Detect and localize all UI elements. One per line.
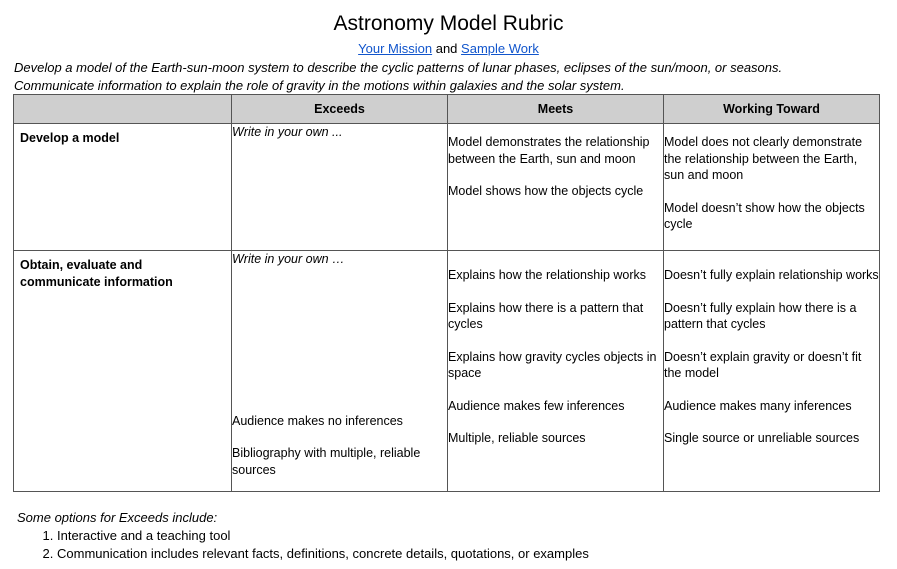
links-and-text: and: [435, 41, 458, 56]
sample-work-link[interactable]: Sample Work: [461, 41, 539, 56]
links-line: [0, 40, 897, 58]
meets-item: Explains how the relationship works: [448, 268, 647, 282]
header-meets: Meets: [448, 95, 664, 124]
header-working-toward: Working Toward: [664, 95, 880, 124]
row-develop-model: [14, 124, 880, 251]
note-list-item: 2. Communication includes relevant facts, definitions, concrete details, quotations, or examples: [57, 545, 589, 563]
header-blank: [14, 95, 232, 124]
working-item: Doesn’t explain gravity or doesn’t fit the model: [664, 349, 862, 380]
working-cell: [664, 124, 880, 251]
criterion-develop-model: Develop a model: [20, 131, 120, 145]
meets-item: Model shows how the objects cycle: [448, 184, 644, 198]
working-cell: [664, 251, 880, 492]
working-item: Model doesn’t show how the objects cycle: [664, 200, 865, 231]
row-obtain-evaluate: [14, 251, 880, 492]
exceeds-placeholder: Write in your own ...: [232, 125, 343, 139]
working-item: Single source or unreliable sources: [664, 431, 860, 445]
working-item: Doesn’t fully explain how there is a pattern that cycles: [664, 300, 857, 331]
working-item: Audience makes many inferences: [664, 398, 852, 413]
note-heading: Some options for Exceeds include:: [17, 510, 218, 525]
header-row: [14, 95, 880, 124]
meets-item: Explains how gravity cycles objects in space: [448, 349, 657, 380]
meets-cell: [448, 124, 664, 251]
meets-item: Multiple, reliable sources: [448, 431, 586, 445]
exceeds-item: Audience makes no inferences: [232, 413, 403, 428]
working-item: Model does not clearly demonstrate the relationship between the Earth, sun and moon: [664, 135, 863, 182]
exceeds-item: Bibliography with multiple, reliable sources: [232, 446, 421, 477]
rubric-table: [13, 94, 880, 492]
criterion-obtain-evaluate: Obtain, evaluate and communicate information: [20, 258, 173, 289]
exceeds-cell: [232, 124, 448, 251]
page-title: Astronomy Model Rubric: [333, 12, 564, 35]
note-list-item: 1. Interactive and a teaching tool: [57, 527, 589, 545]
intro-line-model: Develop a model of the Earth-sun-moon system to describe the cyclic patterns of lunar phases, eclipses of the sun/moon, or seasons.: [14, 60, 783, 75]
criterion-cell: [14, 251, 232, 492]
meets-item: Explains how there is a pattern that cycles: [448, 300, 644, 331]
header-exceeds: Exceeds: [232, 95, 448, 124]
intro-standards: [14, 59, 894, 95]
intro-line-communicate: Communicate information to explain the role of gravity in the motions within galaxies and the solar system.: [14, 78, 625, 93]
note-list: [17, 527, 589, 563]
meets-cell: [448, 251, 664, 492]
exceeds-cell: [232, 251, 448, 492]
meets-item: Model demonstrates the relationship between the Earth, sun and moon: [448, 135, 650, 166]
criterion-cell: [14, 124, 232, 251]
your-mission-link[interactable]: Your Mission: [358, 41, 433, 56]
exceeds-placeholder: Write in your own …: [232, 252, 345, 266]
meets-item: Audience makes few inferences: [448, 398, 625, 413]
working-item: Doesn’t fully explain relationship works: [664, 268, 879, 282]
exceeds-options-note: [17, 509, 589, 563]
